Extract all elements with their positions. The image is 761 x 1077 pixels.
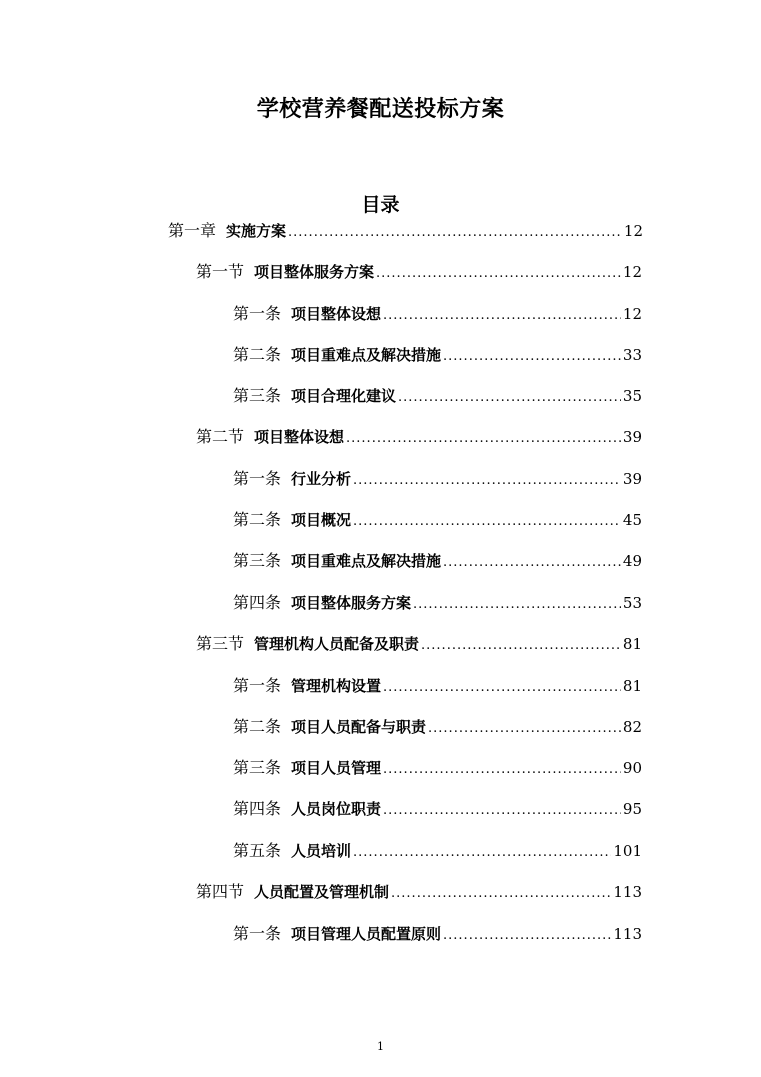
toc-entry-page: 81 — [622, 635, 642, 653]
toc-entry-number: 第三节 — [196, 634, 245, 653]
toc-entry-number: 第一条 — [233, 304, 282, 323]
toc-entry-page: 39 — [622, 428, 642, 446]
toc-entry-page: 12 — [623, 222, 643, 240]
toc-entry-page: 39 — [622, 470, 642, 488]
dot-leader — [383, 676, 621, 700]
toc-entry-title: 项目概况 — [291, 511, 352, 529]
toc-entry-title: 人员培训 — [291, 842, 352, 860]
toc-entry-article[interactable] — [233, 302, 642, 326]
toc-entry-article[interactable] — [233, 715, 642, 739]
dot-leader — [383, 304, 621, 328]
toc-entry-number: 第二条 — [233, 717, 282, 736]
toc-entry-article[interactable] — [233, 467, 642, 491]
toc-entry-page: 53 — [622, 594, 642, 612]
toc-entry-title: 项目管理人员配置原则 — [291, 925, 442, 943]
toc-entry-number: 第二条 — [233, 510, 282, 529]
toc-entry-article[interactable] — [233, 384, 642, 408]
dot-leader — [353, 841, 611, 865]
toc-entry-number: 第一条 — [233, 469, 282, 488]
toc-entry-section-2[interactable] — [196, 425, 642, 449]
dot-leader — [398, 386, 621, 410]
toc-entry-page: 33 — [622, 346, 642, 364]
dot-leader — [346, 427, 621, 451]
toc-entry-page: 12 — [622, 305, 642, 323]
toc-entry-article[interactable] — [233, 549, 642, 573]
toc-entry-page: 49 — [622, 552, 642, 570]
dot-leader — [353, 510, 621, 534]
dot-leader — [376, 262, 621, 286]
toc-entry-page: 95 — [622, 800, 642, 818]
toc-heading: 目录 — [361, 194, 400, 216]
toc-entry-article[interactable] — [233, 674, 642, 698]
toc-entry-title: 管理机构人员配备及职责 — [254, 635, 420, 653]
toc-entry-page: 35 — [622, 387, 642, 405]
dot-leader — [391, 882, 611, 906]
dot-leader — [383, 799, 621, 823]
toc-entry-page: 81 — [622, 677, 642, 695]
toc-entry-title: 项目人员配备与职责 — [291, 718, 427, 736]
toc-entry-number: 第一条 — [233, 924, 282, 943]
toc-entry-title: 项目重难点及解决措施 — [291, 346, 442, 364]
toc-entry-title: 实施方案 — [226, 222, 287, 240]
toc-entry-title: 项目整体设想 — [254, 428, 345, 446]
dot-leader — [413, 593, 621, 617]
dot-leader — [443, 551, 621, 575]
toc-entry-article[interactable] — [233, 756, 642, 780]
toc-entry-number: 第四条 — [233, 593, 282, 612]
toc-entry-number: 第三条 — [233, 758, 282, 777]
dot-leader — [288, 221, 622, 245]
toc-entry-chapter-1[interactable] — [168, 219, 643, 243]
toc-entry-number: 第一条 — [233, 676, 282, 695]
toc-entry-section-4[interactable] — [196, 880, 642, 904]
toc-entry-page: 113 — [613, 925, 642, 943]
toc-entry-title: 项目整体服务方案 — [291, 594, 412, 612]
toc-entry-page: 113 — [613, 883, 642, 901]
toc-entry-page: 90 — [622, 759, 642, 777]
toc-entry-article[interactable] — [233, 508, 642, 532]
toc-entry-section-1[interactable] — [196, 260, 642, 284]
dot-leader — [353, 469, 621, 493]
toc-entry-title: 管理机构设置 — [291, 677, 382, 695]
toc-entry-number: 第三条 — [233, 386, 282, 405]
dot-leader — [428, 717, 621, 741]
toc-entry-title: 行业分析 — [291, 470, 352, 488]
dot-leader — [443, 345, 621, 369]
toc-entry-number: 第一章 — [168, 221, 217, 240]
toc-entry-number: 第二条 — [233, 345, 282, 364]
toc-entry-number: 第一节 — [196, 262, 245, 281]
toc-entry-number: 第四节 — [196, 882, 245, 901]
toc-entry-number: 第三条 — [233, 551, 282, 570]
toc-entry-title: 项目合理化建议 — [291, 387, 397, 405]
toc-entry-page: 82 — [622, 718, 642, 736]
dot-leader — [383, 758, 621, 782]
toc-entry-section-3[interactable] — [196, 632, 642, 656]
dot-leader — [421, 634, 621, 658]
toc-entry-article[interactable] — [233, 343, 642, 367]
toc-entry-number: 第四条 — [233, 799, 282, 818]
toc-entry-title: 项目整体服务方案 — [254, 263, 375, 281]
toc-entry-article[interactable] — [233, 591, 642, 615]
toc-entry-title: 项目人员管理 — [291, 759, 382, 777]
toc-entry-article[interactable] — [233, 922, 642, 946]
toc-entry-page: 12 — [622, 263, 642, 281]
toc-entry-title: 人员配置及管理机制 — [254, 883, 390, 901]
toc-entry-page: 45 — [622, 511, 642, 529]
toc-entry-title: 项目整体设想 — [291, 305, 382, 323]
dot-leader — [443, 924, 611, 948]
toc-entry-number: 第二节 — [196, 427, 245, 446]
toc-entry-article[interactable] — [233, 839, 642, 863]
toc-entry-page: 101 — [613, 842, 642, 860]
toc-entry-title: 项目重难点及解决措施 — [291, 552, 442, 570]
toc-entry-title: 人员岗位职责 — [291, 800, 382, 818]
toc-entry-article[interactable] — [233, 797, 642, 821]
document-title: 学校营养餐配送投标方案 — [256, 97, 505, 122]
page-number: 1 — [377, 1040, 384, 1053]
toc-entry-number: 第五条 — [233, 841, 282, 860]
